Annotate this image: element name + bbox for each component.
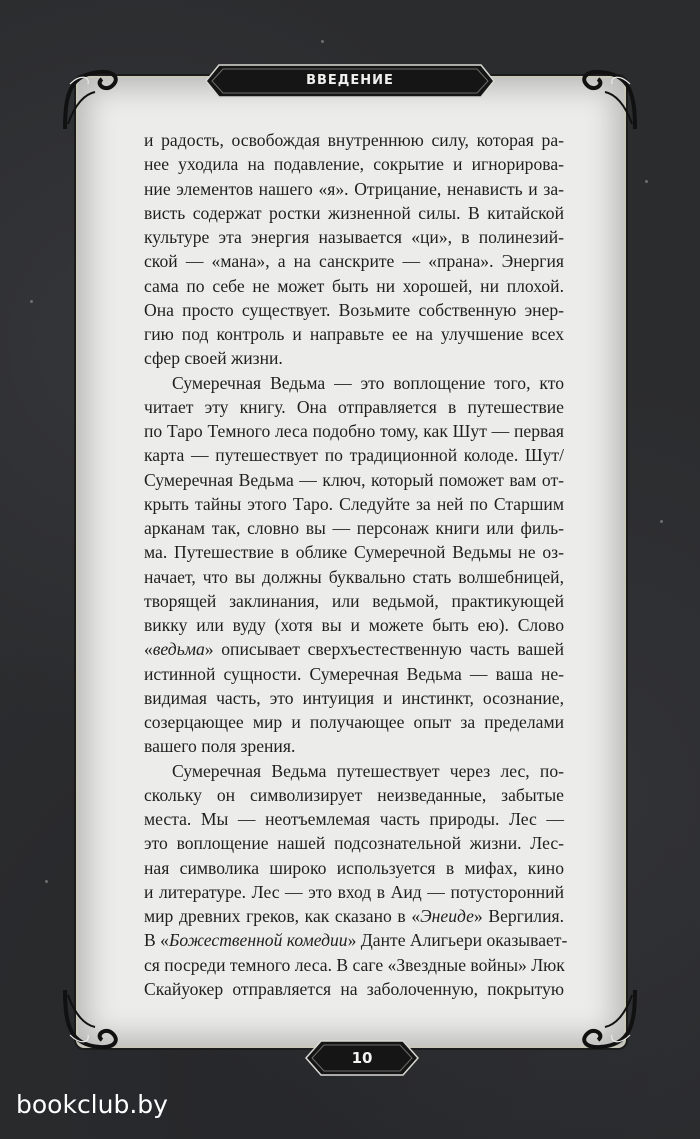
text-line: нее уходила на подавление, сокрытие и игнорирова- <box>144 154 564 175</box>
text-line <box>144 928 568 952</box>
italic-title: Божественной комедии <box>168 930 348 951</box>
italic-title: ведьма <box>152 639 205 660</box>
text-line: видимая часть, это интуиция и инстинкт, осознание, <box>144 687 564 708</box>
ornament-corner-icon <box>60 64 130 134</box>
text-line: скольку он символизирует неизведанные, забытые <box>144 784 564 805</box>
section-header <box>205 64 495 98</box>
page-number-badge <box>305 1040 419 1076</box>
text-line: ской — «мана», а на санскрите — «прана». Энергия <box>144 251 564 272</box>
text-line: карта — путешествует по традиционной колоде. Шут/ <box>144 445 564 466</box>
text-line: сама по себе не может быть ни хорошей, ни плохой. <box>144 275 564 296</box>
text-line: крыть тайны этого Таро. Следуйте за ней по Старшим <box>144 493 564 514</box>
text-line: Сумеречная Ведьма путешествует через лес, по- <box>172 760 564 781</box>
text-line <box>144 637 564 661</box>
text-line: истинной сущности. Сумеречная Ведьма — ваша не- <box>144 663 564 684</box>
body-text <box>144 128 568 1001</box>
text-line: викку или вуду (хотя вы и можете быть ею). Слово <box>144 615 564 635</box>
text-line: ная символика широко используется в мифах, кино <box>144 857 564 878</box>
text-line: это воплощение нашей подсознательной жизни. Лес- <box>144 833 564 854</box>
text-line: ся посреди темного леса. В саге «Звездные войны» Люк <box>144 954 565 975</box>
text-line: висть содержат ростки жизненной силы. В китайской <box>144 202 564 223</box>
text-line: ма. Путешествие в облике Сумеречной Ведьмы не оз- <box>144 542 564 563</box>
section-title: ВВЕДЕНИЕ <box>306 73 394 88</box>
text-line: начает, что вы должны буквально стать волшебницей, <box>144 566 564 587</box>
text-line: Сумеречная Ведьма — это воплощение того, кто <box>172 372 564 393</box>
text-line: сфер своей жизни. <box>144 348 283 369</box>
background-speck <box>660 520 663 523</box>
text-segment: мир древних греков, как сказано в « <box>144 906 421 926</box>
background-speck <box>30 300 33 303</box>
text-line: читает эту книгу. Она отправляется в путешествие <box>144 396 564 417</box>
text-segment: « <box>144 639 153 660</box>
text-line: Сумеречная Ведьма — ключ, который поможет вам от- <box>144 469 564 490</box>
text-line: созерцающее мир и получающее опыт за пределами <box>144 712 564 732</box>
site-watermark: bookclub.by <box>16 1090 168 1119</box>
text-segment: В « <box>144 930 169 951</box>
text-line: Она просто существует. Возьмите собственную энер- <box>144 299 564 320</box>
ornament-corner-icon <box>570 64 640 134</box>
text-segment: » описывает сверхъестественную часть вашей <box>204 639 564 660</box>
text-line: и литературе. Лес — это вход в Аид — потусторонний <box>144 881 564 902</box>
background-speck <box>645 180 648 183</box>
text-line: творящей заклинания, или ведьмой, практикующей <box>144 590 564 611</box>
background-speck <box>321 40 324 43</box>
ornament-corner-icon <box>570 985 640 1055</box>
text-line <box>144 904 564 928</box>
page-number: 10 <box>351 1049 373 1067</box>
text-line: культуре эта энергия называется «ци», в полинезий- <box>144 227 564 247</box>
text-line: и радость, освобождая внутреннюю силу, которая ра- <box>144 130 564 150</box>
italic-title: Энеиде <box>420 906 474 926</box>
text-line: вашего поля зрения. <box>144 736 296 757</box>
text-line: гию под контроль и направьте ее на улучшение всех <box>144 324 564 344</box>
text-line: места. Мы — неотъемлемая часть природы. Лес — <box>144 809 564 829</box>
text-line: арканам так, словно вы — персонаж книги или филь- <box>144 518 564 538</box>
background-speck <box>45 880 48 883</box>
ornament-corner-icon <box>60 985 130 1055</box>
text-line: Скайуокер отправляется на заболоченную, покрытую <box>144 978 564 999</box>
text-line: ние элементов нашего «я». Отрицание, ненависть и за- <box>144 178 564 199</box>
text-segment: » Вергилия. <box>473 906 564 926</box>
text-line: по Таро Темного леса подобно тому, как Шут — первая <box>144 421 564 441</box>
text-segment: » Данте Алигьери оказывает- <box>347 930 568 951</box>
